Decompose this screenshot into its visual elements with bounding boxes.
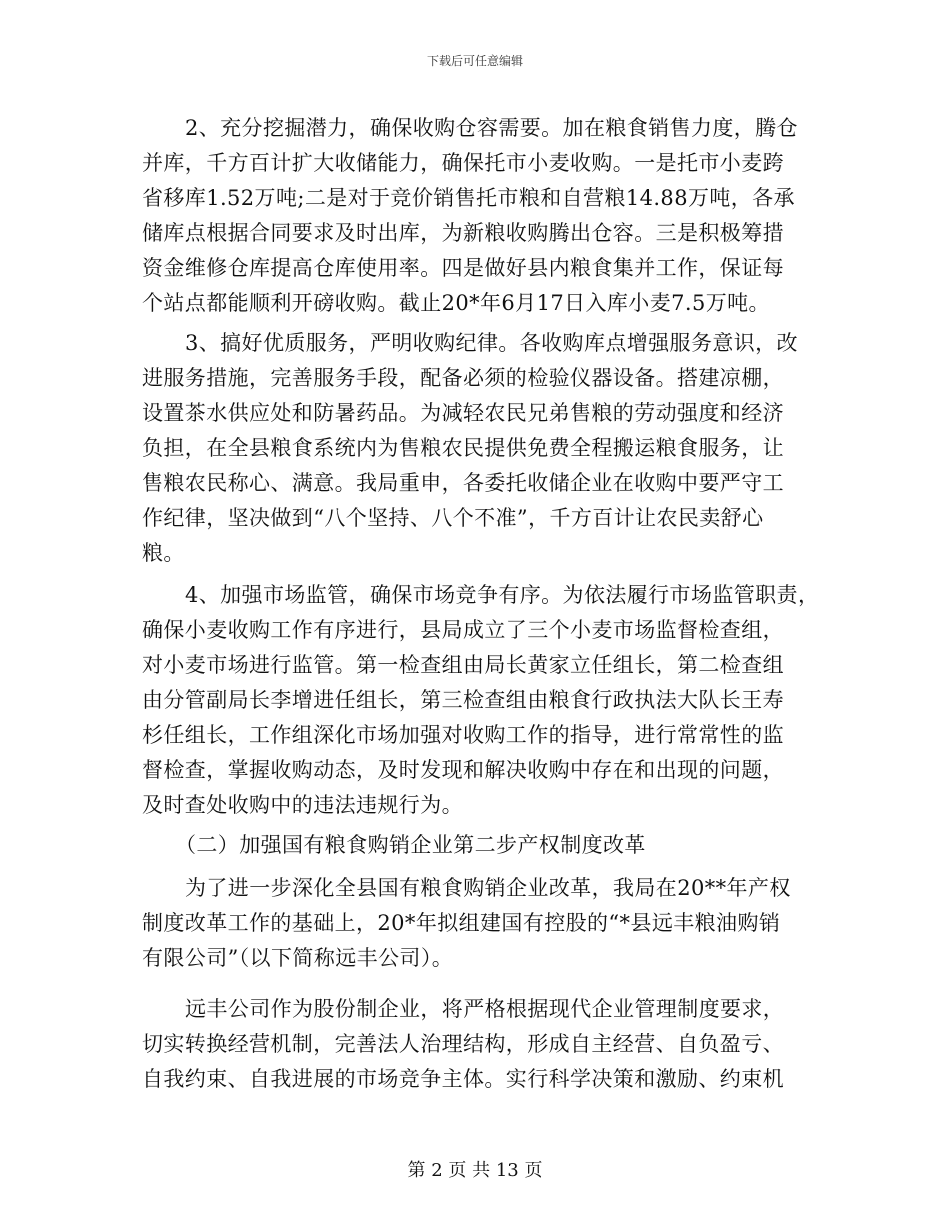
page-footer: 第 2 页 共 13 页 (407, 1160, 543, 1181)
section-heading: （二）加强国有粮食购销企业第二步产权制度改革 (175, 833, 646, 857)
body-line: 督检查，掌握收购动态，及时发现和解决收购中存在和出现的问题， (142, 758, 784, 782)
body-line: 进服务措施，完善服务手段，配备必须的检验仪器设备。搭建凉棚， (142, 366, 784, 390)
body-line: 作纪律，坚决做到“八个坚持、八个不准”，千方百计让农民卖舒心 (142, 506, 764, 530)
body-line: 2、充分挖掘潜力，确保收购仓容需要。加在粮食销售力度，腾仓 (185, 116, 798, 140)
body-line: 售粮农民称心、满意。我局重申，各委托收储企业在收购中要严守工 (142, 471, 784, 495)
body-line: 远丰公司作为股份制企业，将严格根据现代企业管理制度要求， (185, 997, 785, 1021)
body-line: 粮。 (142, 541, 185, 565)
body-line: 杉任组长，工作组深化市场加强对收购工作的指导，进行常常性的监 (142, 723, 784, 747)
body-line: 设置茶水供应处和防暑药品。为减轻农民兄弟售粮的劳动强度和经济 (142, 401, 784, 425)
body-line: 储库点根据合同要求及时出库，为新粮收购腾出仓容。三是积极筹措 (142, 221, 784, 245)
body-line: 及时查处收购中的违法违规行为。 (142, 793, 463, 817)
body-line: 对小麦市场进行监管。第一检查组由局长黄家立任组长，第二检查组 (142, 653, 784, 677)
body-line: 负担，在全县粮食系统内为售粮农民提供免费全程搬运粮食服务，让 (142, 436, 784, 460)
body-line: 自我约束、自我进展的市场竞争主体。实行科学决策和激励、约束机 (142, 1067, 784, 1091)
body-line: 为了进一步深化全县国有粮食购销企业改革，我局在20**年产权 (185, 876, 791, 900)
body-line: 省移库1.52万吨;二是对于竞价销售托市粮和自营粮14.88万吨，各承 (142, 186, 795, 210)
body-line: 个站点都能顺利开磅收购。截止20*年6月17日入库小麦7.5万吨。 (142, 291, 770, 315)
body-line: 由分管副局长李增进任组长，第三检查组由粮食行政执法大队长王寿 (142, 688, 784, 712)
body-line: 资金维修仓库提高仓库使用率。四是做好县内粮食集并工作，保证每 (142, 256, 784, 280)
body-line: 3、搞好优质服务，严明收购纪律。各收购库点增强服务意识，改 (185, 331, 798, 355)
body-line: 切实转换经营机制，完善法人治理结构，形成自主经营、自负盈亏、 (142, 1032, 784, 1056)
page-header: 下载后可任意编辑 (426, 54, 523, 68)
body-line: 4、加强市场监管，确保市场竞争有序。为依法履行市场监管职责， (185, 583, 820, 607)
body-line: 并库，千方百计扩大收储能力，确保托市小麦收购。一是托市小麦跨 (142, 151, 784, 175)
body-line: 确保小麦收购工作有序进行，县局成立了三个小麦市场监督检查组， (142, 618, 784, 642)
body-line: 有限公司”（以下简称远丰公司）。 (142, 946, 454, 970)
body-line: 制度改革工作的基础上，20*年拟组建国有控股的“*县远丰粮油购销 (142, 911, 781, 935)
